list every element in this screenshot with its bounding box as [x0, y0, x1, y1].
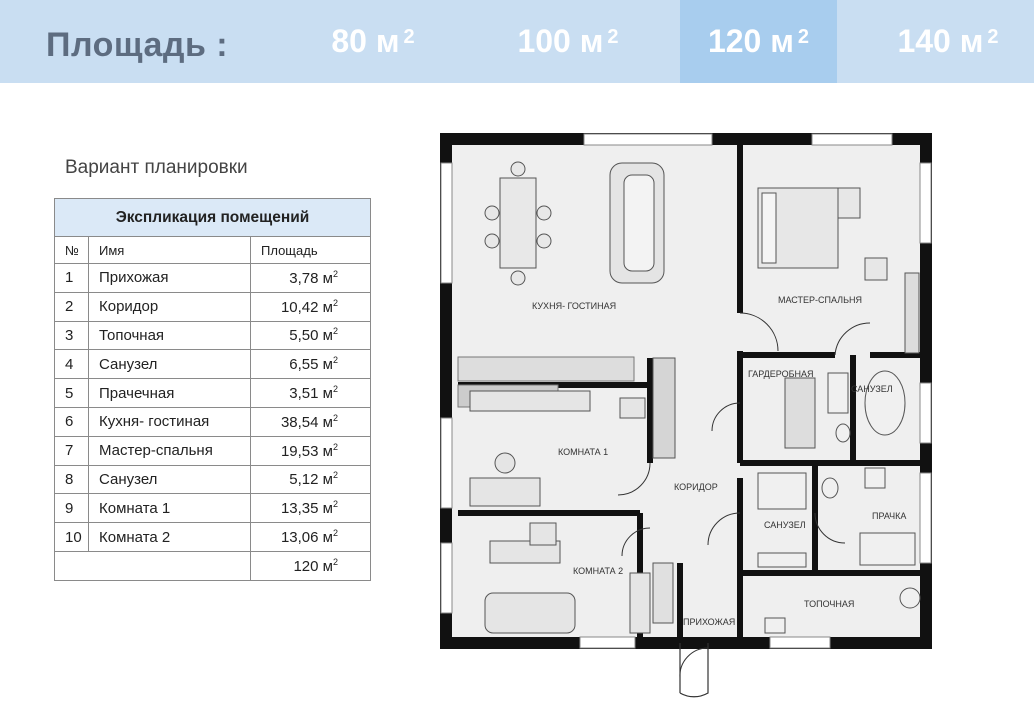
room-area-cell: [251, 436, 371, 465]
row-number: 10: [55, 523, 89, 552]
plan-label-room2: КОМНАТА 2: [573, 566, 624, 576]
room-area-sup: 2: [332, 441, 338, 452]
room-area-cell: [251, 292, 371, 321]
plan-label-master: МАСТЕР-СПАЛЬНЯ: [778, 295, 862, 305]
row-number: 4: [55, 350, 89, 379]
room-area-cell: [251, 465, 371, 494]
room-area-sup: 2: [332, 268, 338, 279]
area-tab-120-value: 120 м: [707, 23, 794, 59]
room-area-sup: 2: [332, 470, 338, 481]
table-row: [55, 321, 371, 350]
room-name: Комната 2: [89, 523, 251, 552]
total-area-cell: [251, 551, 371, 580]
table-row: [55, 264, 371, 293]
room-area: 19,53 м: [280, 442, 333, 460]
room-area-sup: 2: [332, 499, 338, 510]
room-area-sup: 2: [332, 326, 338, 337]
room-name: Кухня- гостиная: [89, 407, 251, 436]
room-area-cell: [251, 523, 371, 552]
area-tab-140-sup: 2: [987, 26, 999, 48]
room-name: Мастер-спальня: [89, 436, 251, 465]
plan-label-laundry: ПРАЧКА: [872, 511, 907, 521]
row-number: 5: [55, 379, 89, 408]
room-area: 5,50 м: [289, 327, 333, 345]
room-area: 13,35 м: [280, 500, 333, 518]
row-number: 2: [55, 292, 89, 321]
area-label: Площадь :: [46, 26, 229, 64]
header-number: №: [55, 237, 89, 264]
room-area-sup: 2: [332, 384, 338, 395]
plan-label-bath1: САНУЗЕЛ: [851, 384, 893, 394]
room-area-sup: 2: [332, 297, 338, 308]
plan-label-hall: ПРИХОЖАЯ: [683, 617, 736, 627]
room-area: 5,12 м: [289, 471, 333, 489]
room-name: Санузел: [89, 350, 251, 379]
plan-label-boiler: ТОПОЧНАЯ: [804, 599, 855, 609]
room-area-cell: [251, 321, 371, 350]
row-number: 3: [55, 321, 89, 350]
plan-label-kitchen: КУХНЯ- ГОСТИНАЯ: [532, 301, 617, 311]
room-area: 13,06 м: [280, 529, 333, 547]
row-number: 1: [55, 264, 89, 293]
room-area: 6,55 м: [289, 356, 333, 374]
table-row: [55, 379, 371, 408]
room-area: 3,51 м: [289, 385, 333, 403]
table-header-row: [55, 237, 371, 264]
room-area-cell: [251, 350, 371, 379]
floor-plan-drawing: [440, 133, 940, 698]
row-number: 6: [55, 407, 89, 436]
room-area: 38,54 м: [280, 413, 333, 431]
total-area-sup: 2: [332, 556, 338, 567]
plan-label-wardrobe: ГАРДЕРОБНАЯ: [748, 369, 814, 379]
room-area-cell: [251, 379, 371, 408]
area-tab-80[interactable]: [298, 0, 448, 83]
header-name: Имя: [89, 237, 251, 264]
row-number: 9: [55, 494, 89, 523]
header-area: Площадь: [251, 237, 371, 264]
table-row: [55, 523, 371, 552]
area-selector-bar: [0, 0, 1034, 83]
variant-title: Вариант планировки: [65, 157, 248, 178]
room-name: Топочная: [89, 321, 251, 350]
table-row: [55, 292, 371, 321]
table-row: [55, 494, 371, 523]
room-area-cell: [251, 407, 371, 436]
room-area-sup: 2: [332, 412, 338, 423]
room-area-sup: 2: [332, 355, 338, 366]
room-area: 3,78 м: [289, 269, 333, 287]
total-area: 120 м: [293, 557, 333, 575]
room-area-cell: [251, 494, 371, 523]
total-empty-cell: [55, 551, 251, 580]
area-tab-100-sup: 2: [607, 26, 619, 48]
table-row: [55, 436, 371, 465]
area-tab-100[interactable]: [488, 0, 648, 83]
area-tab-120[interactable]: [680, 0, 837, 83]
explication-table: [54, 198, 371, 581]
area-tab-140-value: 140 м: [897, 23, 984, 59]
explication-title: Экспликация помещений: [55, 199, 371, 237]
room-area: 10,42 м: [280, 298, 333, 316]
area-tab-120-sup: 2: [797, 26, 810, 48]
floor-plan: [440, 133, 940, 698]
table-row: [55, 350, 371, 379]
plan-label-room1: КОМНАТА 1: [558, 447, 609, 457]
room-name: Комната 1: [89, 494, 251, 523]
room-name: Коридор: [89, 292, 251, 321]
table-row: [55, 407, 371, 436]
row-number: 7: [55, 436, 89, 465]
room-area-sup: 2: [332, 528, 338, 539]
row-number: 8: [55, 465, 89, 494]
table-total-row: [55, 551, 371, 580]
room-area-cell: [251, 264, 371, 293]
area-tab-140[interactable]: [868, 0, 1028, 83]
room-name: Прачечная: [89, 379, 251, 408]
area-tab-100-value: 100 м: [517, 23, 604, 59]
table-row: [55, 465, 371, 494]
area-tab-80-value: 80 м: [331, 23, 400, 59]
area-tab-80-sup: 2: [403, 26, 415, 48]
room-name: Прихожая: [89, 264, 251, 293]
plan-label-bath2: САНУЗЕЛ: [764, 520, 806, 530]
plan-label-corridor: КОРИДОР: [674, 482, 718, 492]
room-name: Санузел: [89, 465, 251, 494]
